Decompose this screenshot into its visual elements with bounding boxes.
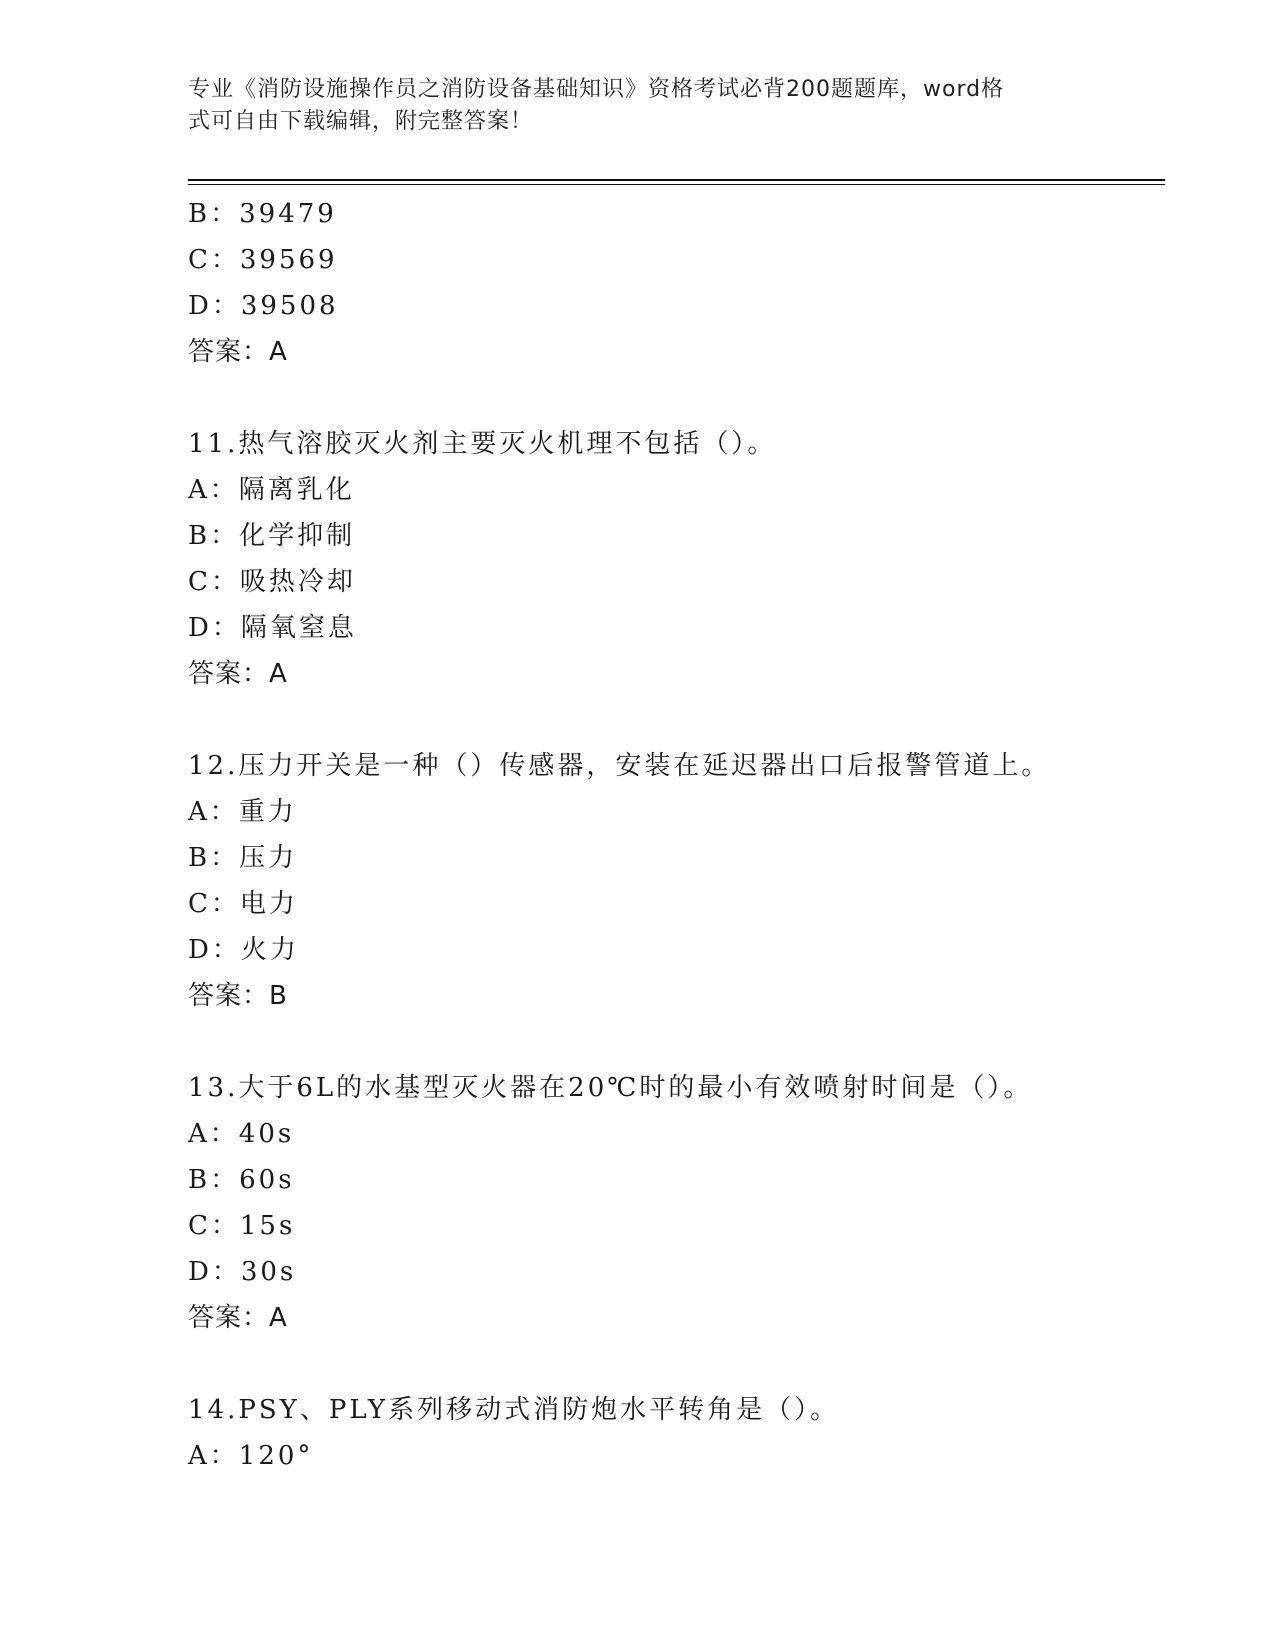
option-c: C：39569 bbox=[188, 245, 338, 275]
option-d: D：30s bbox=[188, 1257, 297, 1287]
question-12 bbox=[188, 743, 1168, 1019]
question-stem: 13.大于6L的水基型灭火器在20℃时的最小有效喷射时间是（）。 bbox=[188, 1073, 1033, 1103]
answer-line: 答案：A bbox=[188, 659, 288, 689]
option-b: B：压力 bbox=[188, 843, 298, 873]
question-11 bbox=[188, 421, 1168, 697]
option-a: A：重力 bbox=[188, 797, 297, 827]
spacer bbox=[188, 1341, 1168, 1387]
header-divider-thick bbox=[188, 179, 1165, 181]
option-b: B：化学抑制 bbox=[188, 521, 356, 551]
option-b: B：39479 bbox=[188, 199, 337, 229]
answer-line: 答案：A bbox=[188, 1303, 288, 1333]
option-d: D：火力 bbox=[188, 935, 299, 965]
header-line-2: 式可自由下载编辑，附完整答案！ bbox=[188, 109, 534, 134]
option-d: D：隔氧窒息 bbox=[188, 613, 357, 643]
document-header bbox=[188, 74, 1068, 138]
question-list bbox=[188, 191, 1168, 1479]
option-c: C：吸热冷却 bbox=[188, 567, 356, 597]
spacer bbox=[188, 375, 1168, 421]
option-d: D：39508 bbox=[188, 291, 339, 321]
question-14 bbox=[188, 1387, 1168, 1479]
question-13 bbox=[188, 1065, 1168, 1341]
option-a: A：隔离乳化 bbox=[188, 475, 355, 505]
spacer bbox=[188, 697, 1168, 743]
question-fragment bbox=[188, 191, 1168, 375]
question-stem: 11.热气溶胶灭火剂主要灭火机理不包括（）。 bbox=[188, 429, 777, 459]
option-b: B：60s bbox=[188, 1165, 295, 1195]
option-a: A：120° bbox=[188, 1441, 314, 1471]
header-divider-thin bbox=[188, 184, 1165, 185]
answer-line: 答案：B bbox=[188, 981, 288, 1011]
option-a: A：40s bbox=[188, 1119, 295, 1149]
header-line-1: 专业《消防设施操作员之消防设备基础知识》资格考试必背200题题库，word格 bbox=[188, 77, 1005, 102]
question-stem: 14.PSY、PLY系列移动式消防炮水平转角是（）。 bbox=[188, 1395, 840, 1425]
option-c: C：15s bbox=[188, 1211, 296, 1241]
option-c: C：电力 bbox=[188, 889, 298, 919]
question-stem: 12.压力开关是一种（）传感器，安装在延迟器出口后报警管道上。 bbox=[188, 751, 1051, 781]
spacer bbox=[188, 1019, 1168, 1065]
answer-line: 答案：A bbox=[188, 337, 288, 367]
